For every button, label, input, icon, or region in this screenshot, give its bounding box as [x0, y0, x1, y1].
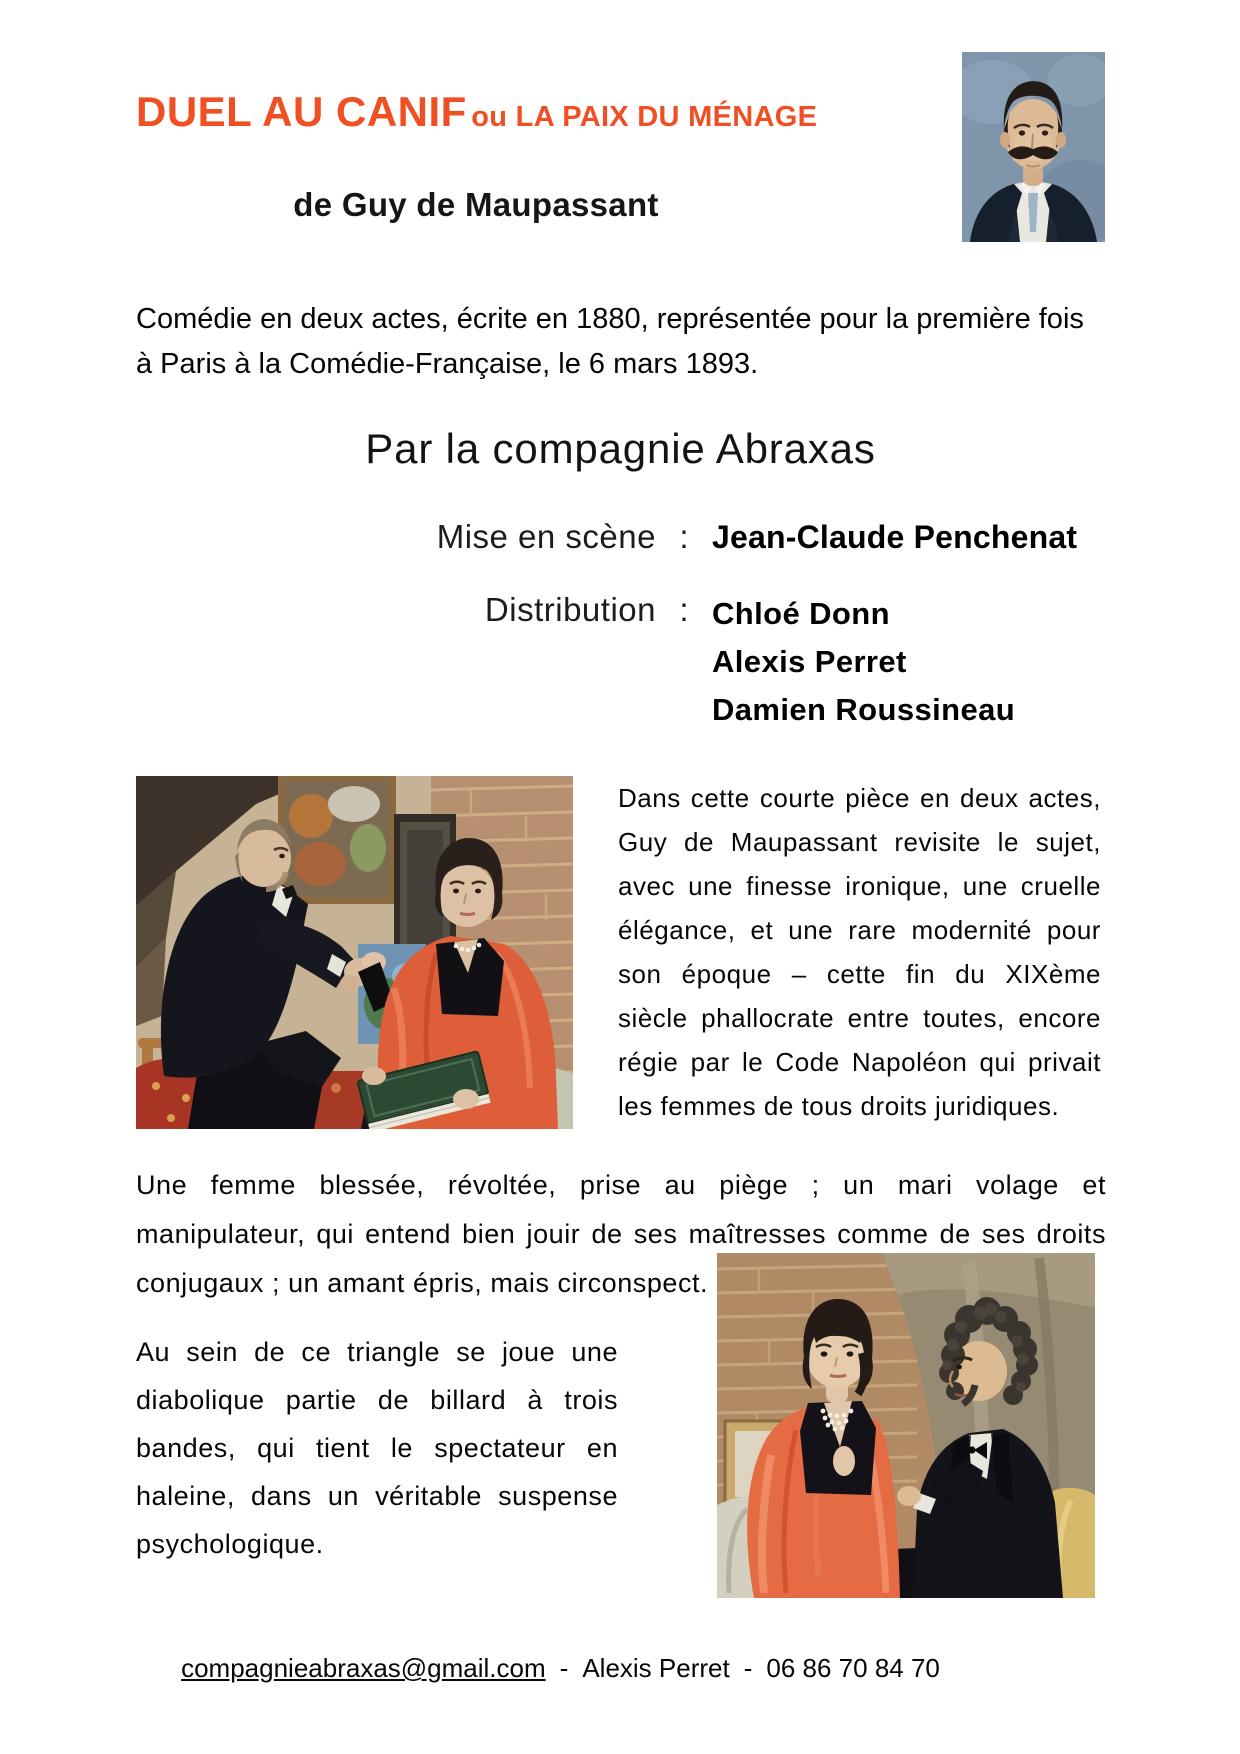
title-subtitle: ou LA PAIX DU MÉNAGE: [471, 101, 818, 133]
footer-separator: -: [743, 1653, 753, 1683]
direction-colon: :: [679, 518, 689, 555]
author-byline: de Guy de Maupassant: [293, 186, 659, 223]
scene-photo-1: [136, 776, 573, 1129]
synopsis-text-1: Dans cette courte pièce en deux actes, Guy de Maupassant revisite le sujet, avec une finesse ironique, une cruelle élégance, et une rare modernité pour son époque – cette fin du XIXème siècle phallocrate entre toutes, encore régie par le Code Napoléon qui privait les femmes de tous droits juridiques.: [618, 783, 1101, 1121]
maupassant-portrait-photo: [962, 52, 1105, 242]
footer-contact-line: [136, 1653, 1105, 1684]
title-main: DUEL AU CANIF: [136, 88, 467, 135]
cast-colon: :: [679, 591, 689, 628]
credits-block: [136, 517, 1105, 734]
cast-name: Alexis Perret: [712, 644, 907, 679]
header-text: [136, 52, 816, 224]
cast-list: [712, 590, 1105, 734]
cast-name: Damien Roussineau: [712, 692, 1016, 727]
synopsis-section-2: [136, 1161, 1105, 1611]
header: [136, 52, 1105, 242]
direction-label: Mise en scène: [436, 518, 656, 555]
contact-name: Alexis Perret: [582, 1653, 730, 1683]
maupassant-portrait-illustration: [962, 52, 1105, 242]
page-title: [136, 88, 816, 136]
email-link[interactable]: compagnieabraxas@gmail.com: [181, 1653, 546, 1683]
synopsis-section-1: [136, 776, 1105, 1129]
intro-text: Comédie en deux actes, écrite en 1880, représentée pour la première fois à Paris à la Comédie-Française, le 6 mars 1893.: [136, 303, 1084, 380]
scene-photo-2-illustration: [717, 1253, 1095, 1598]
synopsis-text-3: Au sein de ce triangle se joue une diabolique partie de billard à trois bandes, qui tient le spectateur en haleine, dans un véritable suspense psychologique.: [136, 1337, 618, 1559]
synopsis-text-2: Une femme blessée, révoltée, prise au piège ; un mari volage et manipulateur, qui entend bien jouir de ses maîtresses comme de ses droits conjugaux ; un amant épris, mais circonspect.: [136, 1170, 1106, 1298]
company-line: Par la compagnie Abraxas: [365, 425, 876, 472]
scene-photo-2: [717, 1253, 1095, 1598]
cast-name: Chloé Donn: [712, 596, 890, 631]
footer-separator: -: [559, 1653, 569, 1683]
scene-photo-1-illustration: [136, 776, 573, 1129]
phone-number: 06 86 70 84 70: [766, 1653, 940, 1683]
director-name: Jean-Claude Penchenat: [712, 519, 1078, 555]
cast-label: Distribution: [484, 591, 656, 628]
